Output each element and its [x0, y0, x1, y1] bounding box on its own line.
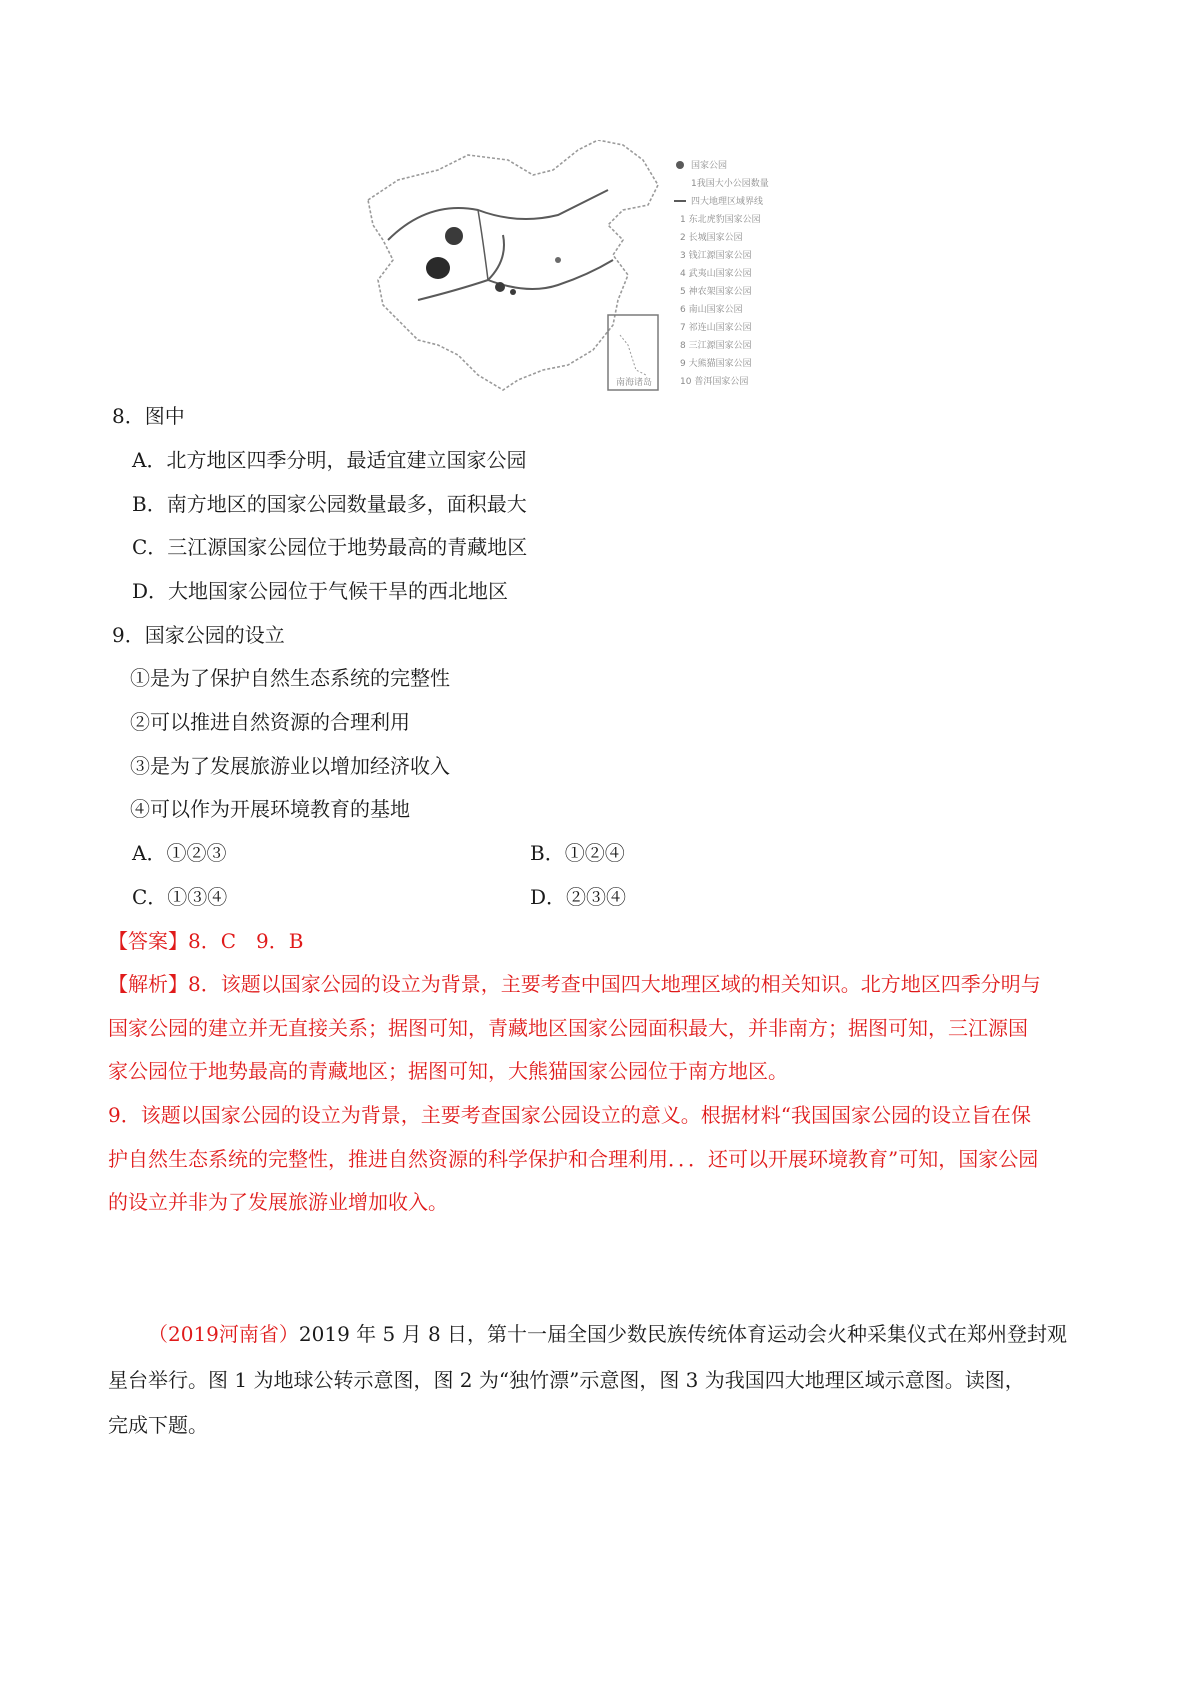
q9-stem: 9．国家公园的设立: [112, 623, 285, 647]
q8-option-d: D．大地国家公园位于气候干旱的西北地区: [132, 579, 509, 603]
q9-statement-3: ③是为了发展旅游业以增加经济收入: [130, 754, 450, 778]
legend-item: 7 祁连山国家公园: [680, 323, 752, 333]
inset-label: 南海诸岛: [616, 378, 653, 388]
q9-option-c: C．①③④: [132, 885, 228, 909]
analysis-8-line-3: 家公园位于地势最高的青藏地区；据图可知，大熊猫国家公园位于南方地区。: [108, 1059, 788, 1083]
regional-boundary: [388, 190, 608, 240]
analysis-line-1: [108, 970, 1041, 998]
next-question-source: （2019河南省）: [148, 1322, 299, 1346]
legend-item: 国家公园: [691, 161, 728, 171]
legend-park-symbol: [676, 161, 684, 169]
park-marker: [426, 257, 450, 279]
next-question-line-2: 星台举行。图 1 为地球公转示意图，图 2 为“独竹漂”示意图，图 3 为我国四大地理区域示意图。读图，: [108, 1368, 1025, 1392]
china-outline: [368, 140, 658, 390]
legend-item: 8 三江源国家公园: [680, 341, 752, 351]
park-marker: [445, 227, 463, 245]
analysis-9-line-2: 护自然生态系统的完整性，推进自然资源的科学保护和合理利用．．．还可以开展环境教育”可知，国家公园: [108, 1147, 1039, 1171]
q9-option-a: A．①②③: [132, 841, 227, 865]
q9-statement-4: ④可以作为开展环境教育的基地: [130, 797, 410, 821]
q9-statement-2: ②可以推进自然资源的合理利用: [130, 710, 410, 734]
park-marker: [555, 257, 561, 263]
q8-option-b: B．南方地区的国家公园数量最多，面积最大: [132, 492, 527, 516]
answer-label: 【答案】: [108, 929, 188, 953]
q9-option-b: B．①②④: [530, 841, 625, 865]
analysis-label: 【解析】: [108, 972, 188, 996]
legend-item: 10 普洱国家公园: [680, 377, 749, 387]
legend-item: 2 长城国家公园: [680, 233, 743, 243]
answer-line: [108, 927, 303, 955]
q8-option-c: C．三江源国家公园位于地势最高的青藏地区: [132, 535, 528, 559]
regional-boundary: [488, 260, 613, 289]
analysis-8-line-1: 8．该题以国家公园的设立为背景，主要考查中国四大地理区域的相关知识。北方地区四季分明与: [188, 972, 1041, 996]
legend-item: 5 神农架国家公园: [680, 287, 752, 297]
analysis-9-line-3: 的设立并非为了发展旅游业增加收入。: [108, 1190, 448, 1214]
next-question-text-1: 2019 年 5 月 8 日，第十一届全国少数民族传统体育运动会火种采集仪式在郑州登封观: [298, 1322, 1068, 1346]
q9-option-d: D．②③④: [530, 885, 627, 909]
legend-item: 3 钱江源国家公园: [680, 251, 752, 261]
answer-text: 8．C 9．B: [188, 929, 304, 953]
q8-option-a: A．北方地区四季分明，最适宜建立国家公园: [132, 448, 527, 472]
next-question-line-1: [148, 1320, 1067, 1348]
china-national-parks-map: [358, 140, 898, 430]
park-marker: [495, 282, 505, 292]
q8-stem: 8．图中: [112, 404, 185, 428]
legend-item: 1 东北虎豹国家公园: [680, 215, 761, 225]
legend-item: 四大地理区域界线: [691, 197, 764, 207]
regional-boundary: [478, 210, 488, 280]
park-marker: [510, 289, 516, 295]
q9-statement-1: ①是为了保护自然生态系统的完整性: [130, 666, 450, 690]
legend-item: 4 武夷山国家公园: [680, 269, 752, 279]
map-legend: [674, 159, 769, 387]
legend-item: 1我国大小公园数量: [691, 179, 769, 189]
analysis-8-line-2: 国家公园的建立并无直接关系；据图可知，青藏地区国家公园面积最大，并非南方；据图可知，三江源国: [108, 1016, 1028, 1040]
legend-item: 6 南山国家公园: [680, 305, 743, 315]
legend-item: 9 大熊猫国家公园: [680, 359, 752, 369]
next-question-line-3: 完成下题。: [108, 1413, 208, 1437]
analysis-9-line-1: 9．该题以国家公园的设立为背景，主要考查国家公园设立的意义。根据材料“我国国家公园的设立旨在保: [108, 1103, 1031, 1127]
